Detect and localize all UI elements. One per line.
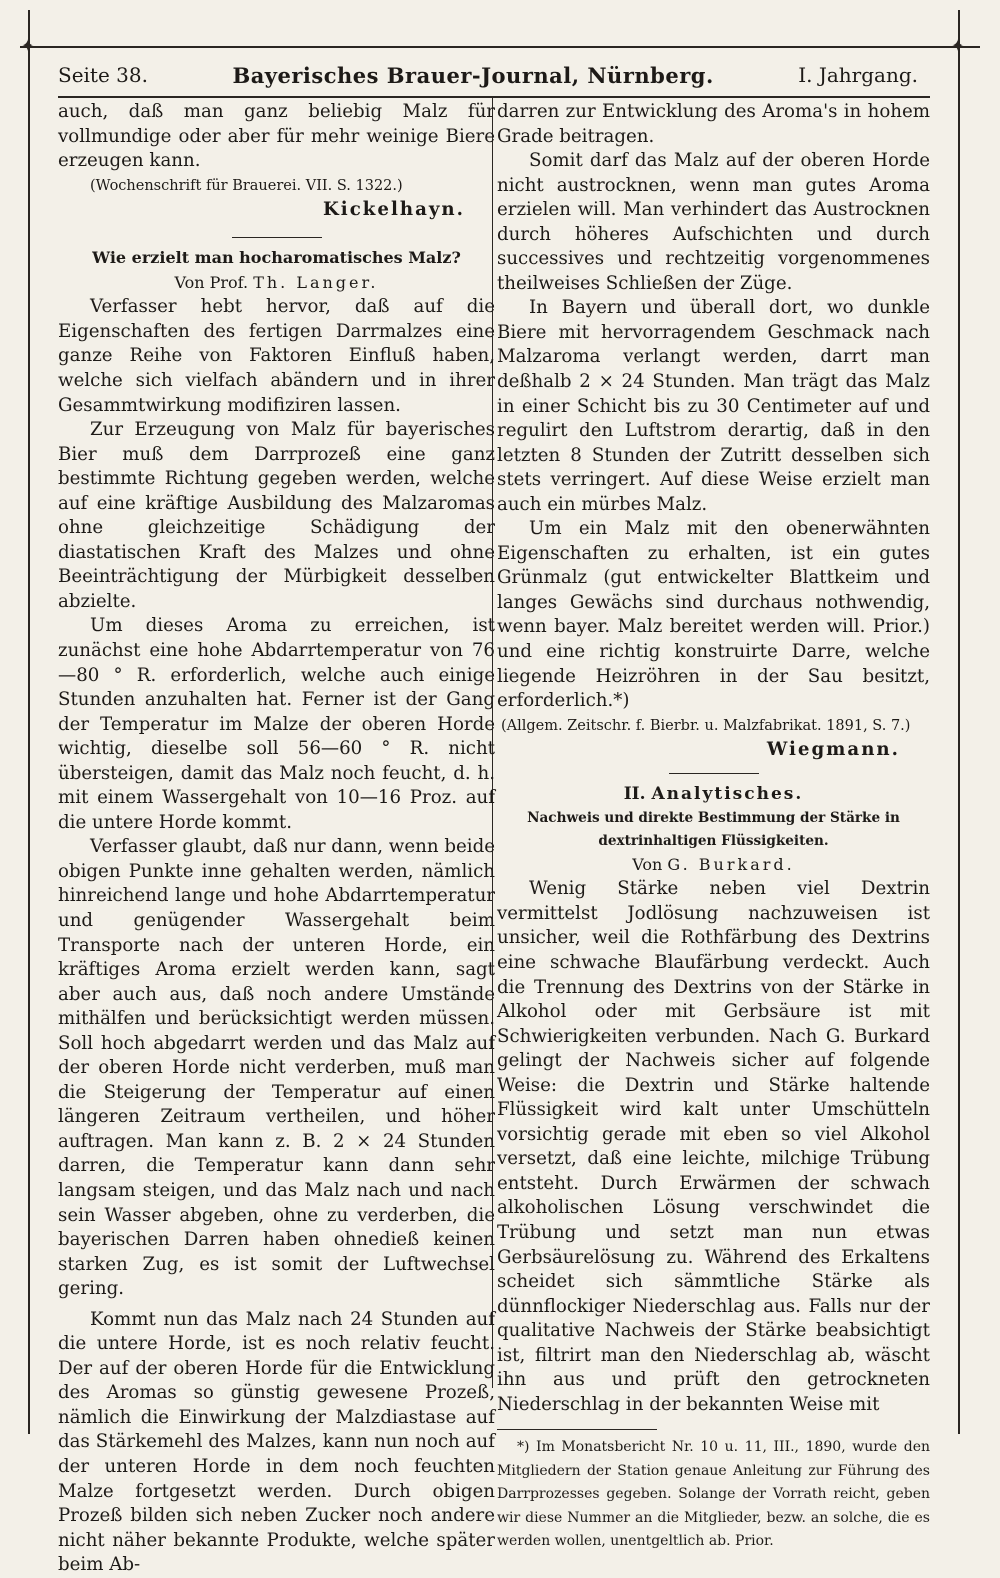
footnote: *) Im Monatsbericht Nr. 10 u. 11, III., 1890, wurde den Mitgliedern der Station genaue Anleitung zur Führung des Darrprozesses gegeben. Solange der Vorrath reicht, geben wir diese Nummer an die Mitglieder, bezw. an solche, die es werden wollen, unentgeltlich ab. Prior.	[497, 1439, 930, 1550]
right-paragraph: Um ein Malz mit den obenerwähnten Eigenschaften zu erhalten, ist ein gutes Grünmalz (gut entwickelter Blattkeim und langes Gewächs sind durchaus nothwendig, wenn bayer. Malz bereitet werden will. Prior.) und eine richtig konstruirte Darre, welche liegende Heizröhren in der Sau besitzt, erforderlich.*)	[497, 518, 930, 712]
article-author: Von G. Burkard.	[632, 854, 795, 874]
section-rule	[669, 773, 759, 775]
article-author: Von Prof. Th. Langer.	[174, 272, 379, 292]
header-rule	[58, 96, 930, 98]
right-column	[497, 100, 930, 1554]
right-paragraph: Somit darf das Malz auf der oberen Horde nicht austrocknen, wenn man gutes Aroma erzielen will. Man verhindert das Austrocknen durch höheres Aufschichten und durch successives und rechtzeitig vorgenommenes theilweises Schließen der Züge.	[497, 150, 930, 294]
volume-label: I. Jahrgang.	[798, 63, 918, 87]
author-signature: Wiegmann.	[766, 739, 900, 761]
page-number: Seite 38.	[58, 63, 148, 87]
cross-ornament-top-right: ✦	[951, 36, 965, 55]
running-header	[58, 58, 918, 92]
reference-citation: (Allgem. Zeitschr. f. Bierbr. u. Malzfabrikat. 1891, S. 7.)	[501, 717, 911, 734]
left-paragraph: Verfasser glaubt, daß nur dann, wenn beide obigen Punkte inne gehalten werden, nämlich hinreichend lange und hohe Abdarrtemperatur und genügender Wassergehalt beim Transporte nach der unteren Horde, ein kräftiges Aroma erzielt werden kann, sagt aber auch aus, daß noch andere Umstände mithälfen und berücksichtigt werden müssen. Soll hoch abgedarrt werden und das Malz auf der oberen Horde nicht verderben, muß man die Steigerung der Temperatur auf einen längeren Zeitraum vertheilen, und höher auftragen. Man kann z. B. 2 × 24 Stunden darren, die Temperatur kann dann sehr langsam steigen, und das Malz nach und nach sein Wasser abgeben, ohne zu verderben, die bayerischen Darren haben ohnedieß keinen starken Zug, es ist somit der Luftwechsel gering.	[58, 836, 495, 1300]
article-title: Nachweis und direkte Bestimmung der Stärke in dextrinhaltigen Flüssigkeiten.	[527, 809, 900, 849]
section-heading: II. Analytisches.	[623, 784, 804, 805]
left-paragraph: Verfasser hebt hervor, daß auf die Eigenschaften des fertigen Darrmalzes eine ganze Reihe von Faktoren Einfluß haben, welche sich vielfach abändern und in ihrer Gesammtwirkung modifiziren lassen.	[58, 296, 495, 416]
journal-title: Bayerisches Brauer-Journal, Nürnberg.	[232, 62, 714, 88]
left-border	[28, 10, 30, 1434]
reference-citation: (Wochenschrift für Brauerei. VII. S. 1322.)	[90, 177, 403, 194]
right-paragraph: Wenig Stärke neben viel Dextrin vermittelst Jodlösung nachzuweisen ist unsicher, weil die Rothfärbung des Dextrins eine schwache Blaufärbung verdeckt. Auch die Trennung des Dextrins von der Stärke in Alkohol oder mit Gerbsäure ist mit Schwierigkeiten verbunden. Nach G. Burkard gelingt der Nachweis sicher auf folgende Weise: die Dextrin und Stärke haltende Flüssigkeit wird kalt unter Umschütteln vorsichtig gerade mit eben so viel Alkohol versetzt, daß eine leichte, milchige Trübung entsteht. Durch Erwärmen der schwach alkoholischen Lösung verschwindet die Trübung und setzt man nun etwas Gerbsäurelösung zu. Während des Erkaltens scheidet sich sämmtliche Stärke als dünnflockiger Niederschlag aus. Falls nur der qualitative Nachweis der Stärke beabsichtigt ist, filtrirt man den Niederschlag ab, wäscht ihn aus und prüft den getrockneten Niederschlag in der bekannten Weise mit	[497, 878, 930, 1415]
left-paragraph: Zur Erzeugung von Malz für bayerisches Bier muß dem Darrprozeß eine ganz bestimmte Richtung gegeben werden, welche auf eine kräftige Ausbildung des Malzaromas ohne gleichzeitige Schädigung der diastatischen Kraft des Malzes und ohne Beeinträchtigung der Mürbigkeit desselben abzielte.	[58, 419, 495, 612]
left-paragraph: Um dieses Aroma zu erreichen, ist zunächst eine hohe Abdarrtemperatur von 76—80 ° R. erforderlich, welche auch einige Stunden anzuhalten hat. Ferner ist der Gang der Temperatur im Malze der oberen Horde wichtig, dieselbe soll 56—60 ° R. nicht übersteigen, damit das Malz noch feucht, d. h. mit einem Wassergehalt von 10—16 Proz. auf die untere Horde kommt.	[58, 615, 495, 833]
cross-ornament-top-left: ✦	[21, 36, 35, 55]
right-border	[958, 10, 960, 1434]
left-paragraph: Kommt nun das Malz nach 24 Stunden auf die untere Horde, ist es noch relativ feucht. Der auf der oberen Horde für die Entwicklung des Aromas so günstig gewesene Prozeß, nämlich die Einwirkung der Malzdiastase auf das Stärkemehl des Malzes, kann nun noch auf der unteren Horde in dem noch feuchten Malze fortgesetzt werden. Durch obigen Prozeß bilden sich neben Zucker noch andere nicht näher bekannte Produkte, welche später beim Ab-	[58, 1308, 495, 1576]
left-column	[58, 100, 495, 1578]
section-rule	[232, 237, 322, 239]
author-signature: Kickelhayn.	[322, 199, 465, 221]
right-paragraph: In Bayern und überall dort, wo dunkle Biere mit hervorragendem Geschmack nach Malzaroma verlangt werden, darrt man deßhalb 2 × 24 Stunden. Man trägt das Malz in einer Schicht bis zu 30 Centimeter auf und regulirt den Luftstrom derartig, daß in den letzten 8 Stunden der Zutritt desselben sich stets verringert. Auf diese Weise erzielt man auch ein mürbes Malz.	[497, 297, 930, 515]
left-paragraph: auch, daß man ganz beliebig Malz für vollmundige oder aber für mehr weinige Biere erzeugen kann.	[58, 101, 495, 172]
right-paragraph: darren zur Entwicklung des Aroma's in hohem Grade beitragen.	[497, 101, 930, 147]
footnote-rule	[497, 1429, 657, 1430]
top-border	[20, 46, 980, 48]
article-title: Wie erzielt man hocharomatisches Malz?	[92, 248, 461, 268]
